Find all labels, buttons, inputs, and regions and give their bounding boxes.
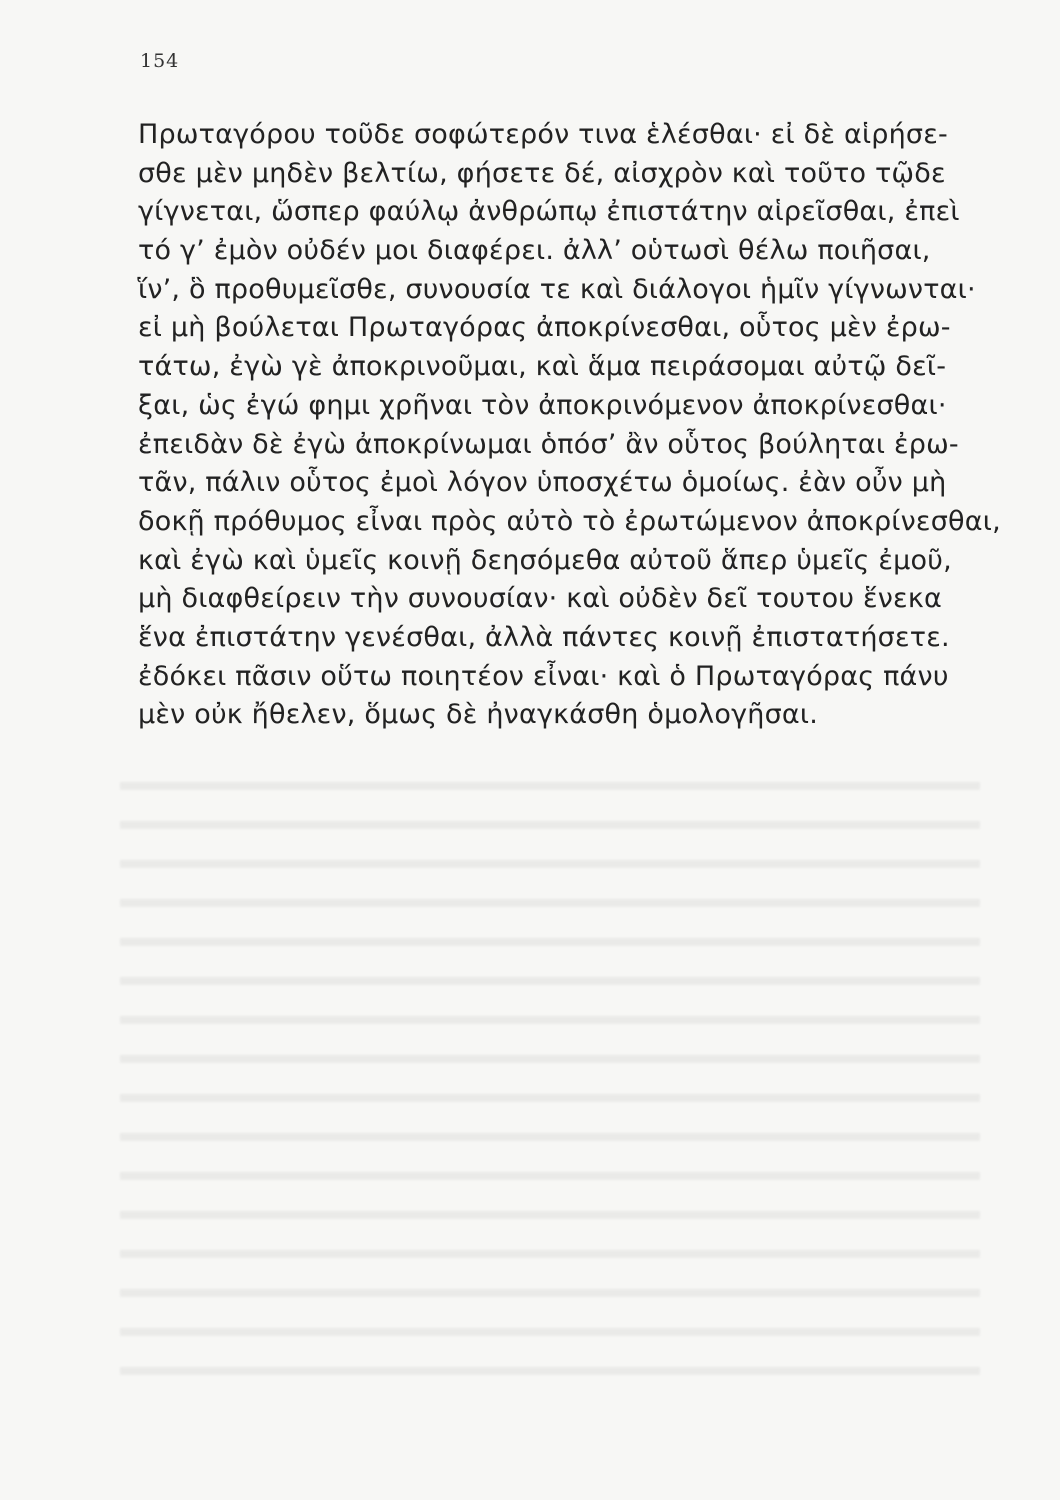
greek-text-body — [138, 116, 1001, 735]
text-line: ἐπειδὰν δὲ ἐγὼ ἀποκρίνωμαι ὁπόσ’ ἂν οὗτος βούληται ἐρω- — [138, 428, 959, 460]
text-line: ἵν’, ὃ προθυμεῖσθε, συνουσία τε καὶ διάλογοι ἡμῖν γίγνωνται· — [138, 273, 976, 305]
text-line: τᾶν, πάλιν οὗτος ἐμοὶ λόγον ὑποσχέτω ὁμοίως. ἐὰν οὖν μὴ — [138, 467, 947, 499]
text-line: Πρωταγόρου τοῦδε σοφώτερόν τινα ἑλέσθαι· εἰ δὲ αἱρήσε- — [138, 119, 948, 150]
text-line: γίγνεται, ὥσπερ φαύλῳ ἀνθρώπῳ ἐπιστάτην αἱρεῖσθαι, ἐπεὶ — [138, 196, 960, 228]
page-number: 154 — [140, 50, 180, 72]
text-line: σθε μὲν μηδὲν βελτίω, φήσετε δέ, αἰσχρὸν καὶ τοῦτο τῷδε — [138, 157, 946, 189]
text-line: δοκῇ πρόθυμος εἶναι πρὸς αὐτὸ τὸ ἐρωτώμενον ἀποκρίνεσθαι, — [138, 505, 1001, 537]
text-line-last: μὲν οὐκ ἤθελεν, ὅμως δὲ ἠναγκάσθη ὁμολογῆσαι. — [138, 699, 818, 731]
text-line: μὴ διαφθείρειν τὴν συνουσίαν· καὶ οὐδὲν δεῖ τουτου ἕνεκα — [138, 583, 942, 615]
reverse-side-bleed-through — [120, 760, 980, 1400]
text-line: ἐδόκει πᾶσιν οὕτω ποιητέον εἶναι· καὶ ὁ Πρωταγόρας πάνυ — [138, 660, 949, 692]
text-line: ἕνα ἐπιστάτην γενέσθαι, ἀλλὰ πάντες κοινῇ ἐπιστατήσετε. — [138, 621, 950, 653]
text-line: ξαι, ὡς ἐγώ φημι χρῆναι τὸν ἀποκρινόμενον ἀποκρίνεσθαι· — [138, 389, 947, 421]
text-line: εἰ μὴ βούλεται Πρωταγόρας ἀποκρίνεσθαι, οὗτος μὲν ἐρω- — [138, 312, 951, 344]
text-line: τό γ’ ἐμὸν οὐδέν μοι διαφέρει. ἀλλ’ οὑτωσὶ θέλω ποιῆσαι, — [138, 235, 931, 267]
text-line: καὶ ἐγὼ καὶ ὑμεῖς κοινῇ δεησόμεθα αὐτοῦ ἅπερ ὑμεῖς ἐμοῦ, — [138, 544, 952, 576]
text-line: τάτω, ἐγὼ γὲ ἀποκρινοῦμαι, καὶ ἅμα πειράσομαι αὐτῷ δεῖ- — [138, 351, 947, 383]
